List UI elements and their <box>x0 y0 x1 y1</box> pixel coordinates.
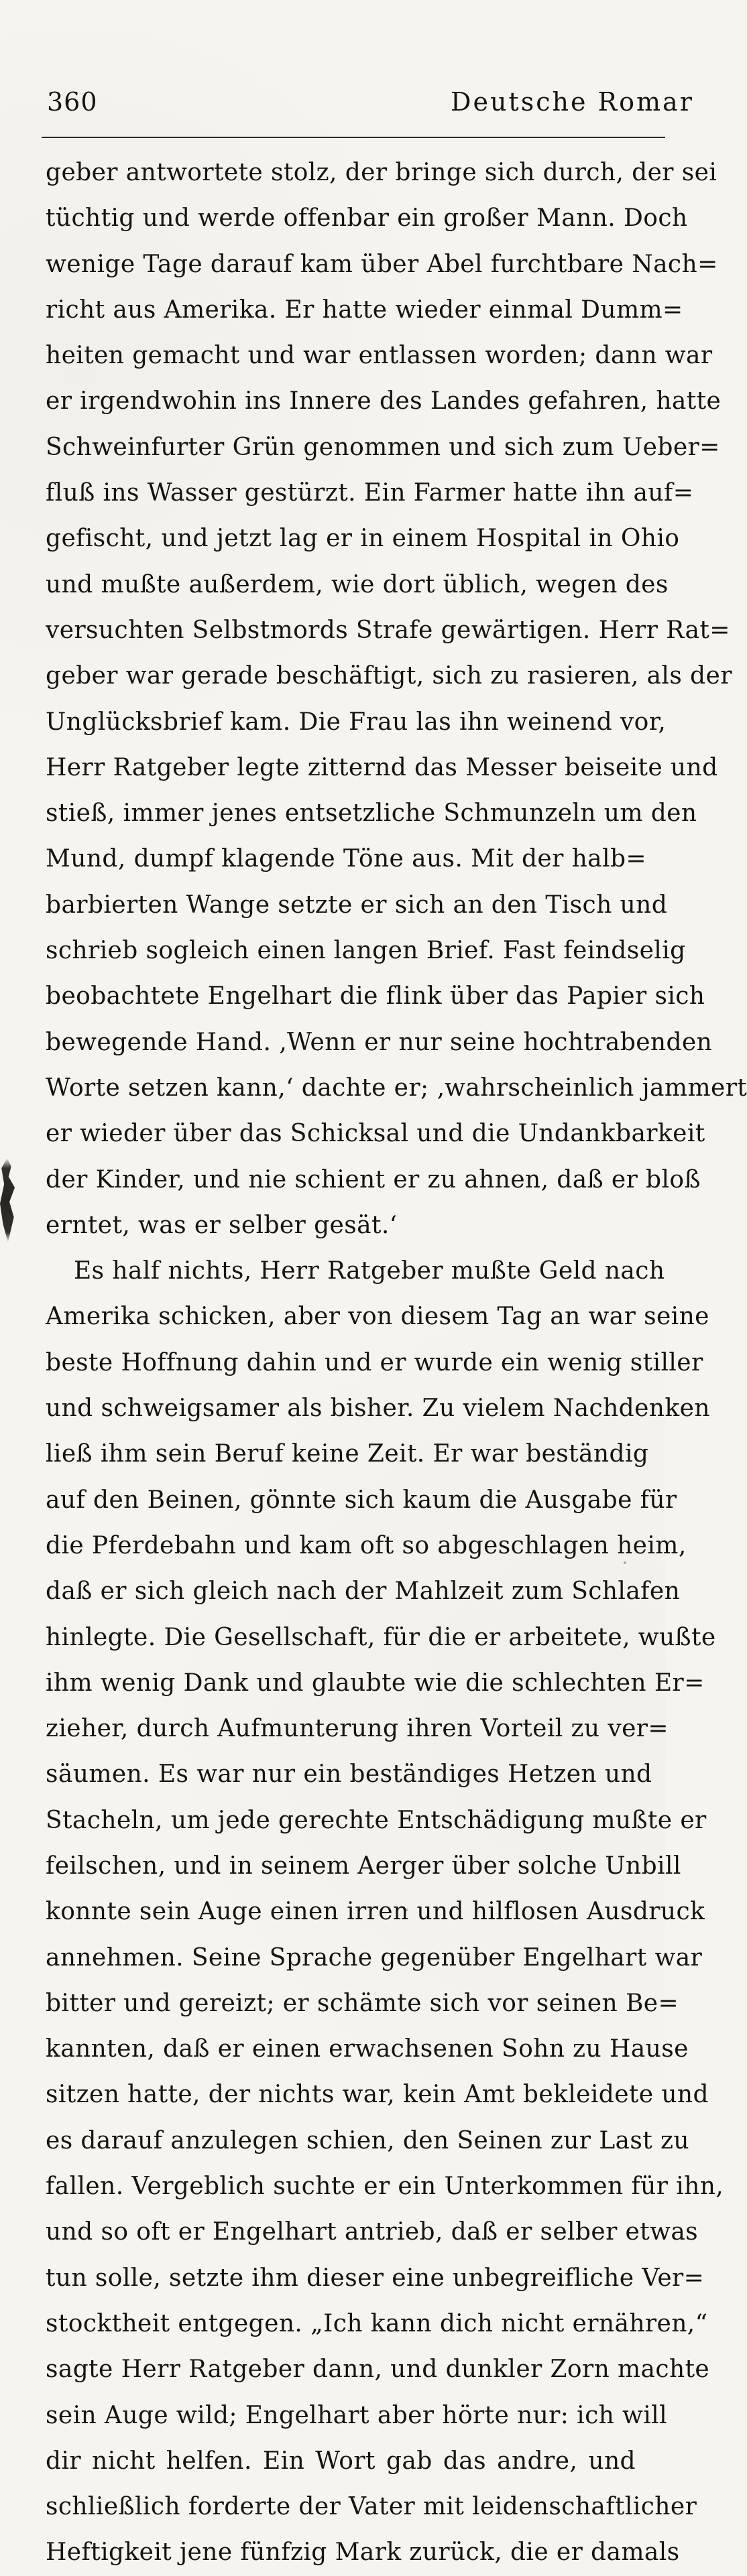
text-line: stieß, immer jenes entsetzliche Schmunzeln um den <box>46 799 697 828</box>
text-line: feilschen, und in seinem Aerger über solche Unbill <box>46 1852 681 1880</box>
page-number: 360 <box>47 87 98 117</box>
text-line: zieher, durch Aufmunterung ihren Vorteil zu ver= <box>46 1715 669 1743</box>
text-line: säumen. Es war nur ein beständiges Hetzen und <box>46 1760 652 1789</box>
text-line: kannten, daß er einen erwachsenen Sohn zu Hause <box>46 2035 689 2063</box>
text-line: wenige Tage darauf kam über Abel furchtbare Nach= <box>46 250 718 278</box>
running-head: Deutsche Romar <box>451 87 694 117</box>
text-line: annehmen. Seine Sprache gegenüber Engelhart war <box>46 1943 703 1972</box>
text-line: versuchten Selbstmords Strafe gewärtigen. Herr Rat= <box>46 616 730 644</box>
text-line: beobachtete Engelhart die flink über das Papier sich <box>46 982 705 1011</box>
text-line: tüchtig und werde offenbar ein großer Mann. Doch <box>46 204 688 233</box>
left-margin-ink-mark <box>0 1158 15 1242</box>
text-line: daß er sich gleich nach der Mahlzeit zum Schlafen <box>46 1577 681 1606</box>
text-line: sein Auge wild; Engelhart aber hörte nur: ich will <box>46 2401 668 2429</box>
text-line: fluß ins Wasser gestürzt. Ein Farmer hatte ihn auf= <box>46 479 694 507</box>
text-line: es darauf anzulegen schien, den Seinen zur Last zu <box>46 2126 689 2154</box>
text-line: geber war gerade beschäftigt, sich zu rasieren, als der <box>46 662 732 690</box>
text-line: heiten gemacht und war entlassen worden; dann war <box>46 342 713 370</box>
text-line: richt aus Amerika. Er hatte wieder einmal Dumm= <box>46 296 683 324</box>
text-line: geber antwortete stolz, der bringe sich durch, der sei <box>46 159 717 186</box>
text-line: fallen. Vergeblich suchte er ein Unterkommen für ihn, <box>46 2173 724 2201</box>
text-line: sitzen hatte, der nichts war, kein Amt bekleidete und <box>46 2081 709 2109</box>
text-line: der Kinder, und nie schient er zu ahnen, daß er bloß <box>46 1165 701 1194</box>
page-header <box>47 87 694 127</box>
text-body <box>46 150 747 2576</box>
text-line: schrieb sogleich einen langen Brief. Fast feindselig <box>46 937 686 965</box>
text-line: Schweinfurter Grün genommen und sich zum Ueber= <box>46 433 720 461</box>
text-line: schließlich forderte der Vater mit leidenschaftlicher <box>46 2493 697 2521</box>
text-line: dir nicht helfen. Ein Wort gab das andre, und <box>46 2447 636 2475</box>
text-line: er wieder über das Schicksal und die Undankbarkeit <box>46 1120 705 1148</box>
text-line: die Pferdebahn und kam oft so abgeschlagen heim, <box>46 1531 687 1559</box>
text-line: Amerika schicken, aber von diesem Tag an war seine <box>46 1303 709 1331</box>
text-line: Worte setzen kann,‘ dachte er; ‚wahrscheinlich jammert <box>46 1074 747 1102</box>
text-line: sagte Herr Ratgeber dann, und dunkler Zorn machte <box>46 2356 710 2384</box>
text-line: barbierten Wange setzte er sich an den Tisch und <box>46 891 668 919</box>
text-line: bitter und gereizt; er schämte sich vor seinen Be= <box>46 1989 679 2017</box>
text-line: Stacheln, um jede gerechte Entschädigung mußte er <box>46 1806 707 1834</box>
text-line: und so oft er Engelhart antrieb, daß er selber etwas <box>46 2218 699 2246</box>
text-line: er irgendwohin ins Innere des Landes gefahren, hatte <box>46 387 722 415</box>
paragraph-end-line: erntet, was er selber gesät.‘ <box>46 1211 398 1239</box>
text-line: stocktheit entgegen. „Ich kann dich nicht ernähren,“ <box>46 2309 708 2337</box>
text-line: auf den Beinen, gönnte sich kaum die Ausgabe für <box>46 1486 677 1514</box>
text-line: gefischt, und jetzt lag er in einem Hospital in Ohio <box>46 525 680 553</box>
text-line: bewegende Hand. ‚Wenn er nur seine hochtrabenden <box>46 1028 713 1056</box>
text-line: und mußte außerdem, wie dort üblich, wegen des <box>46 570 669 598</box>
text-line: konnte sein Auge einen irren und hilflosen Ausdruck <box>46 1898 705 1926</box>
text-line: hinlegte. Die Gesellschaft, für die er arbeitete, wußte <box>46 1623 716 1651</box>
text-line: ihm wenig Dank und glaubte wie die schlechten Er= <box>46 1669 705 1697</box>
text-line: beste Hoffnung dahin und er wurde ein wenig stiller <box>46 1348 703 1376</box>
text-line: Mund, dumpf klagende Töne aus. Mit der halb= <box>46 845 646 873</box>
text-line: Unglücksbrief kam. Die Frau las ihn weinend vor, <box>46 708 667 736</box>
text-line: Herr Ratgeber legte zitternd das Messer beiseite und <box>46 753 718 781</box>
text-line: Heftigkeit jene fünfzig Mark zurück, die er damals <box>46 2538 680 2567</box>
text-line: tun solle, setzte ihm dieser eine unbegreifliche Ver= <box>46 2264 705 2292</box>
text-line: und schweigsamer als bisher. Zu vielem Nachdenken <box>46 1395 710 1423</box>
text-line: ließ ihm sein Beruf keine Zeit. Er war beständig <box>46 1440 649 1468</box>
paragraph-start-line: Es half nichts, Herr Ratgeber mußte Geld nach <box>74 1257 665 1285</box>
header-rule <box>42 137 665 138</box>
